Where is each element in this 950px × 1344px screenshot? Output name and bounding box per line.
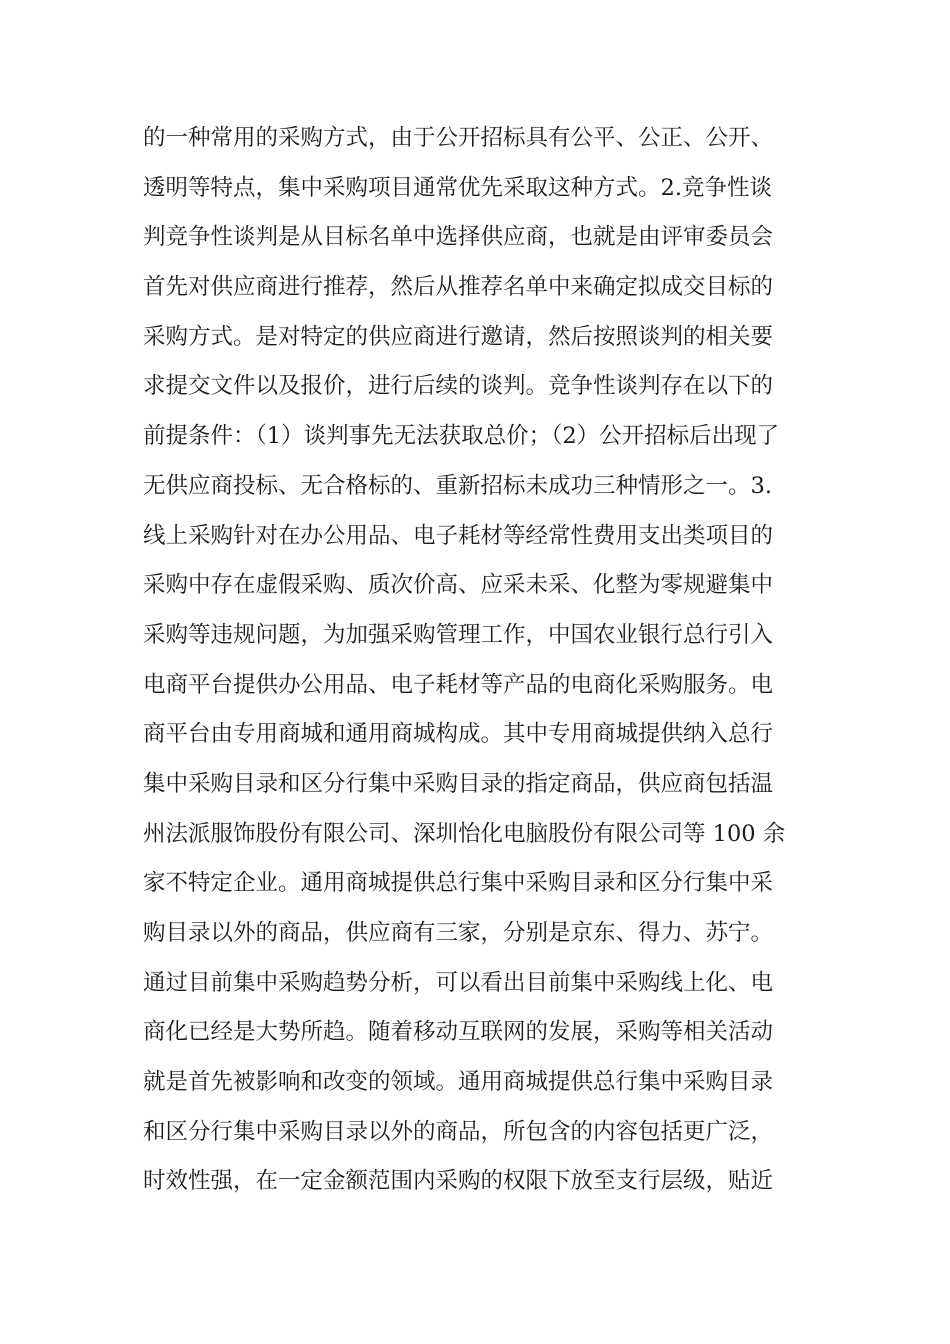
text-line: 购目录以外的商品，供应商有三家，分别是京东、得力、苏宁。 [143,920,774,946]
text-line: 采购中存在虚假采购、质次价高、应采未采、化整为零规避集中 [143,572,774,599]
text-line: 判竞争性谈判是从目标名单中选择供应商，也就是由评审委员会 [143,224,774,251]
text-line: 电商平台提供办公用品、电子耗材等产品的电商化采购服务。电 [143,671,774,698]
text-line: 求提交文件以及报价，进行后续的谈判。竞争性谈判存在以下的 [143,373,774,400]
text-line: 首先对供应商进行推荐，然后从推荐名单中来确定拟成交目标的 [143,274,774,301]
text-line: 集中采购目录和区分行集中采购目录的指定商品，供应商包括温 [143,770,774,797]
text-line: 采购等违规问题，为加强采购管理工作，中国农业银行总行引入 [143,621,774,648]
text-line: 商化已经是大势所趋。随着移动互联网的发展，采购等相关活动 [143,1019,774,1046]
text-line: 采购方式。是对特定的供应商进行邀请，然后按照谈判的相关要 [143,323,774,350]
text-line: 和区分行集中采购目录以外的商品，所包含的内容包括更广泛， [143,1118,774,1145]
text-line: 商平台由专用商城和通用商城构成。其中专用商城提供纳入总行 [143,721,774,748]
text-line: 线上采购针对在办公用品、电子耗材等经常性费用支出类项目的 [143,522,774,549]
text-line: 州法派服饰股份有限公司、深圳怡化电脑股份有限公司等 100 余 [143,820,786,847]
text-line: 家不特定企业。通用商城提供总行集中采购目录和区分行集中采 [143,870,774,897]
text-line: 时效性强，在一定金额范围内采购的权限下放至支行层级，贴近 [143,1168,774,1195]
text-line: 通过目前集中采购趋势分析，可以看出目前集中采购线上化、电 [143,969,774,996]
text-line: 前提条件：（1）谈判事先无法获取总价；（2）公开招标后出现了 [143,423,780,450]
text-line: 的一种常用的采购方式，由于公开招标具有公平、公正、公开、 [143,125,774,151]
text-line: 就是首先被影响和改变的领域。通用商城提供总行集中采购目录 [143,1069,774,1096]
body-text [143,114,813,1207]
text-line: 无供应商投标、无合格标的、重新招标未成功三种情形之一。3. [143,472,772,499]
text-line: 透明等特点，集中采购项目通常优先采取这种方式。2.竞争性谈 [143,174,772,201]
